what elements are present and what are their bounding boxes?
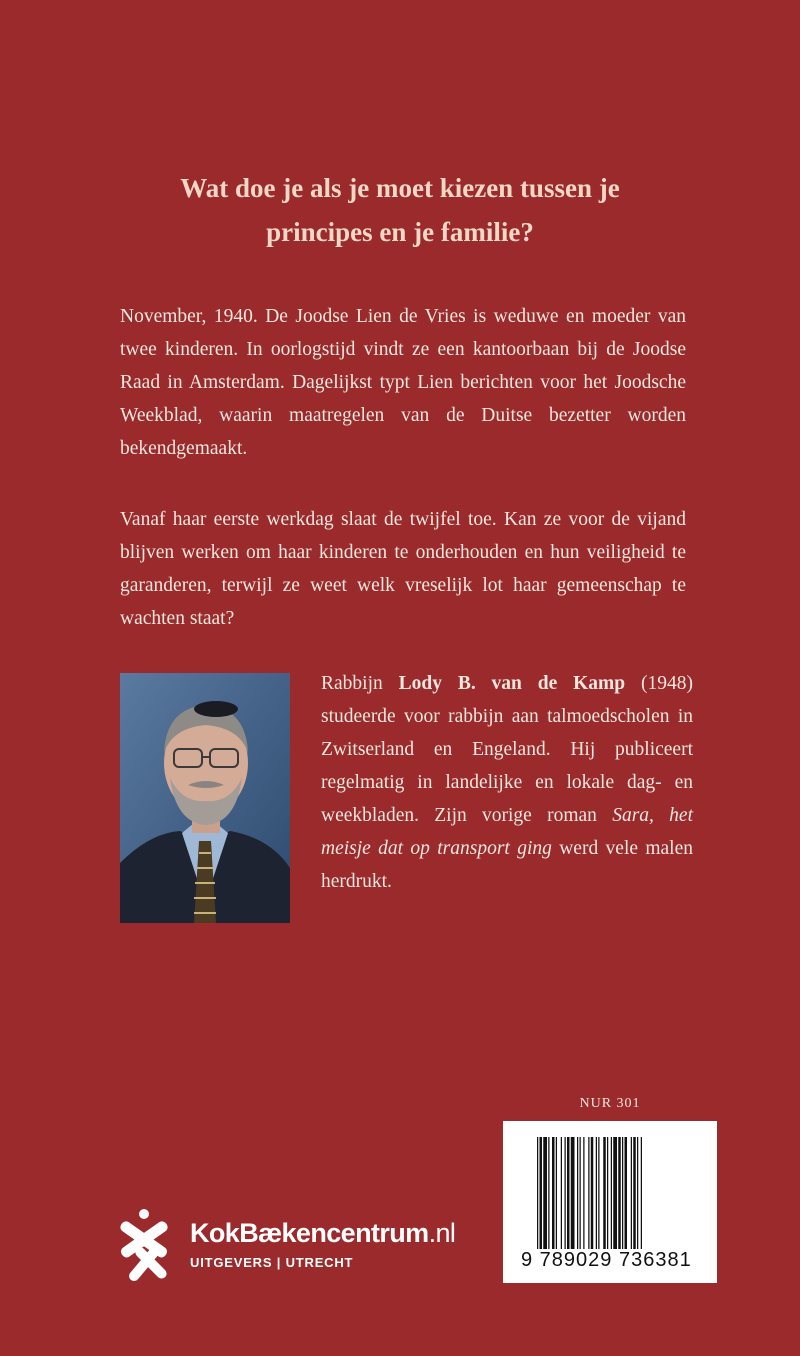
tagline-line-1: Wat doe je als je moet kiezen tussen je bbox=[180, 173, 620, 203]
publisher-name bbox=[190, 1218, 455, 1249]
publisher-tld: .nl bbox=[428, 1218, 456, 1248]
tagline-line-2: principes en je familie? bbox=[266, 217, 534, 247]
author-name: Lody B. van de Kamp bbox=[398, 673, 626, 694]
isbn-digits: 9 789029 736381 bbox=[521, 1249, 692, 1271]
publisher-logo-icon bbox=[113, 1206, 175, 1286]
description-paragraph-1: November, 1940. De Joodse Lien de Vries is weduwe en moeder van twee kinderen. In oorlogstijd vindt ze een kantoorbaan bij de Joodse Raad in Amsterdam. Dagelijkst typt Lien berichten voor het Joodsche Weekblad, waarin maatregelen van de Duitse bezetter worden bekendgemaakt. bbox=[120, 306, 686, 459]
bio-prefix: Rabbijn bbox=[321, 673, 399, 694]
author-bio bbox=[321, 667, 693, 898]
bio-middle: (1948) studeerde voor rabbijn aan talmoedscholen in Zwitserland en Engeland. Hij publiceert regelmatig in landelijke en lokale dag- en weekbladen. Zijn vorige roman bbox=[321, 673, 693, 826]
barcode-bars-icon bbox=[537, 1137, 685, 1249]
isbn-barcode bbox=[503, 1121, 717, 1283]
bio-suffix: werd vele malen herdrukt. bbox=[321, 838, 693, 892]
publisher-subtitle: UITGEVERS | UTRECHT bbox=[190, 1255, 354, 1270]
previous-book-title: Sara, het meisje dat op transport ging bbox=[321, 805, 693, 859]
tagline bbox=[0, 166, 800, 254]
nur-code: NUR 301 bbox=[579, 1096, 641, 1111]
author-photo bbox=[120, 673, 290, 923]
description-paragraph-2: Vanaf haar eerste werkdag slaat de twijfel toe. Kan ze voor de vijand blijven werken om haar kinderen te onderhouden en hun veiligheid te garanderen, terwijl ze weet welk vreselijk lot haar gemeenschap te wachten staat? bbox=[120, 509, 686, 629]
publisher-name-text: KokBækencentrum bbox=[190, 1218, 429, 1248]
